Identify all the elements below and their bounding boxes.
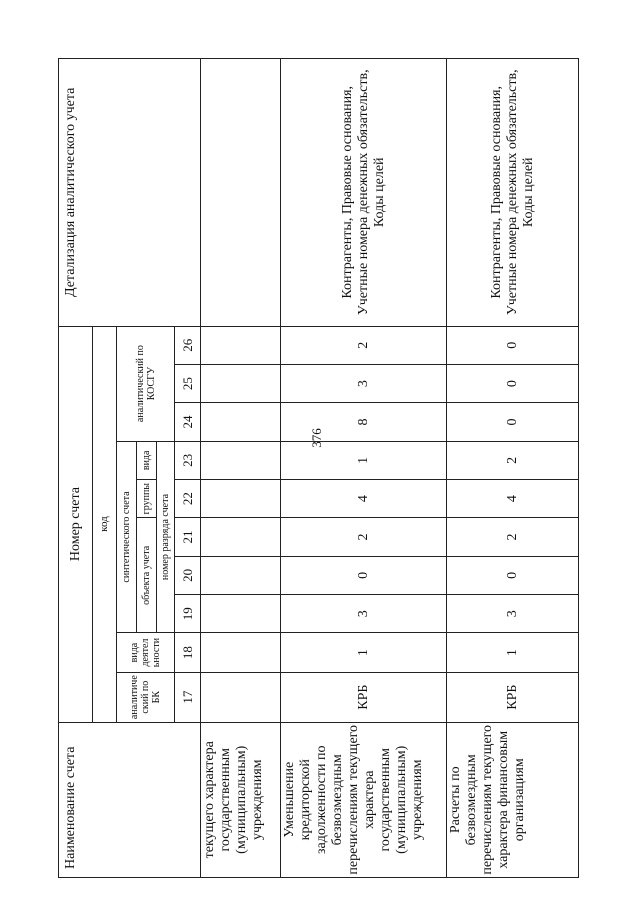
type-digit-cell: 1 bbox=[281, 441, 447, 479]
kosgu-digit-cell bbox=[201, 403, 281, 441]
digit-index: 21 bbox=[175, 518, 201, 556]
object-digit-cell bbox=[201, 518, 281, 556]
account-name-cell: текущего характера государственным (муниципальным) учреждениям bbox=[201, 722, 281, 877]
kosgu-digit-cell bbox=[201, 326, 281, 364]
activity-cell: 1 bbox=[447, 633, 579, 672]
account-name-cell: Расчеты по безвозмездным перечислениям текущего характера финансовым организациям bbox=[447, 722, 579, 877]
object-digit-cell: 2 bbox=[281, 518, 447, 556]
page-number: 376 bbox=[308, 428, 324, 448]
digit-index: 19 bbox=[175, 595, 201, 633]
header-analytic-bk: аналитиче ский по БК bbox=[117, 672, 175, 722]
group-digit-cell: 4 bbox=[281, 480, 447, 518]
type-digit-cell: 2 bbox=[447, 441, 579, 479]
detail-cell: Контрагенты, Правовые основания, Учетные номера денежных обязательств, Коды целей bbox=[447, 59, 579, 327]
digit-index: 18 bbox=[175, 633, 201, 672]
bk-cell: КРБ bbox=[447, 672, 579, 722]
header-object: объекта учета bbox=[137, 518, 157, 633]
header-code: код bbox=[93, 326, 117, 722]
table-row bbox=[447, 59, 579, 878]
bk-cell: КРБ bbox=[281, 672, 447, 722]
digit-index: 22 bbox=[175, 480, 201, 518]
digit-index: 23 bbox=[175, 441, 201, 479]
kosgu-digit-cell: 3 bbox=[281, 364, 447, 402]
digit-index: 20 bbox=[175, 556, 201, 594]
object-digit-cell: 0 bbox=[281, 556, 447, 594]
accounts-table bbox=[58, 58, 579, 878]
object-digit-cell: 3 bbox=[281, 595, 447, 633]
object-digit-cell: 0 bbox=[447, 556, 579, 594]
activity-cell bbox=[201, 633, 281, 672]
object-digit-cell: 2 bbox=[447, 518, 579, 556]
header-account-number: Номер счета bbox=[59, 326, 93, 722]
kosgu-digit-cell: 8 bbox=[281, 403, 447, 441]
digit-index: 26 bbox=[175, 326, 201, 364]
detail-cell bbox=[201, 59, 281, 327]
header-group: группы bbox=[137, 480, 157, 518]
group-digit-cell: 4 bbox=[447, 480, 579, 518]
object-digit-cell: 3 bbox=[447, 595, 579, 633]
kosgu-digit-cell: 0 bbox=[447, 364, 579, 402]
digit-index: 25 bbox=[175, 364, 201, 402]
header-type: вида bbox=[137, 441, 157, 479]
kosgu-digit-cell bbox=[201, 364, 281, 402]
kosgu-digit-cell: 0 bbox=[447, 403, 579, 441]
kosgu-digit-cell: 2 bbox=[281, 326, 447, 364]
bk-cell bbox=[201, 672, 281, 722]
header-activity-type: вида деятел ьности bbox=[117, 633, 175, 672]
rotated-table-container bbox=[58, 58, 536, 878]
group-digit-cell bbox=[201, 480, 281, 518]
header-detail: Детализация аналитического учета bbox=[59, 59, 201, 327]
digit-index: 17 bbox=[175, 672, 201, 722]
header-analytic-kosgu: аналитический по КОСГУ bbox=[117, 326, 175, 441]
object-digit-cell bbox=[201, 556, 281, 594]
account-name-cell: Уменьшение кредиторской задолженности по безвозмездным перечислениям текущего характера государственным (муниципальным) учреждениям bbox=[281, 722, 447, 877]
header-synthetic: синтетического счета bbox=[117, 441, 137, 633]
table-row bbox=[281, 59, 447, 878]
header-digit-number: номер разряда счета bbox=[157, 441, 175, 633]
detail-cell: Контрагенты, Правовые основания, Учетные номера денежных обязательств, Коды целей bbox=[281, 59, 447, 327]
kosgu-digit-cell: 0 bbox=[447, 326, 579, 364]
type-digit-cell bbox=[201, 441, 281, 479]
digit-index: 24 bbox=[175, 403, 201, 441]
table-row bbox=[201, 59, 281, 878]
activity-cell: 1 bbox=[281, 633, 447, 672]
header-account-name: Наименование счета bbox=[59, 722, 201, 877]
object-digit-cell bbox=[201, 595, 281, 633]
